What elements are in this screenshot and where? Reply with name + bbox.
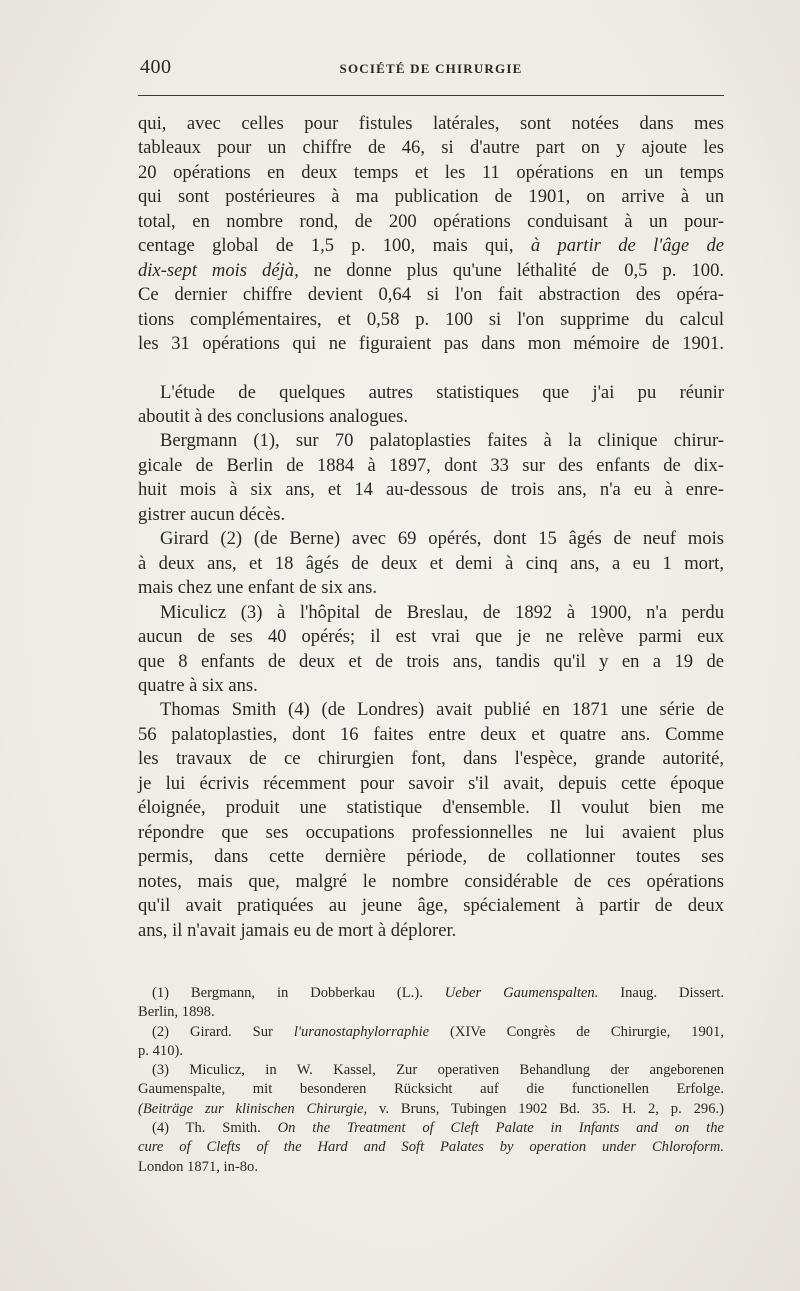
footnote-line <box>138 1119 724 1138</box>
text-line: que 8 enfants de deux et de trois ans, tandis qu'il y en a 19 de <box>138 650 724 672</box>
paragraph <box>138 429 724 527</box>
italic-run: l'uranostaphylorraphie <box>293 1023 430 1040</box>
text-run: (1) Bergmann, in Dobberkau (L.). <box>152 985 423 1001</box>
text-line: huit mois à six ans, et 14 au-dessous de trois ans, n'a eu à enre- <box>138 479 724 501</box>
text-run: (4) Th. Smith. <box>152 1120 261 1137</box>
running-title: SOCIÉTÉ DE CHIRURGIE <box>339 61 523 76</box>
text-line: gicale de Berlin de 1884 à 1897, dont 33 sur des enfants de dix- <box>138 454 724 476</box>
footnote-4 <box>138 1119 724 1177</box>
text-line: je lui écrivis récemment pour savoir s'il avait, depuis cette époque <box>138 772 724 794</box>
text-line: aucun de ses 40 opérés; il est vrai que je ne relève parmi eux <box>138 626 724 648</box>
text-line: qu'il avait pratiquées au jeune âge, spécialement à partir de deux <box>138 895 724 917</box>
footnote-line <box>138 984 724 1003</box>
text-line: à deux ans, et 18 âgés de deux et demi à cinq ans, a eu 1 mort, <box>138 552 724 574</box>
text-line: total, en nombre rond, de 200 opérations conduisant à un pour- <box>138 210 724 232</box>
text-line: éloignée, produit une statistique d'ensemble. Il voulut bien me <box>138 797 724 819</box>
text-run: (2) Girard. Sur <box>152 1023 273 1040</box>
footnote-3 <box>138 1061 724 1119</box>
footnote-1 <box>138 984 724 1023</box>
footnote-line <box>138 1100 724 1119</box>
text-line: notes, mais que, malgré le nombre considérable de ces opérations <box>138 870 724 892</box>
footnote-line <box>138 1138 724 1157</box>
text-line: quatre à six ans. <box>138 674 258 696</box>
text-line: tableaux pour un chiffre de 46, si d'autre part on y ajoute les <box>138 137 724 159</box>
paragraph <box>138 601 724 699</box>
text-line <box>138 234 724 258</box>
text-line: ans, il n'avait jamais eu de mort à déplorer. <box>138 919 457 941</box>
italic-run: à partir de l'âge de <box>530 235 724 257</box>
page-header <box>138 56 724 80</box>
footnote-2 <box>138 1023 724 1062</box>
text-line: qui, avec celles pour fistules latérales, sont notées dans mes <box>138 113 724 134</box>
text-line: Miculicz (3) à l'hôpital de Breslau, de 1892 à 1900, n'a perdu <box>160 601 724 623</box>
text-line: mais chez une enfant de six ans. <box>138 577 378 599</box>
paragraph-gap <box>138 357 724 381</box>
text-line: Ce dernier chiffre devient 0,64 si l'on fait abstraction des opéra- <box>138 284 724 306</box>
text-run: Inaug. Dissert. <box>620 985 724 1001</box>
footnote-line: Berlin, 1898. <box>138 1004 215 1021</box>
paragraph <box>138 112 724 357</box>
footnote-line: (3) Miculicz, in W. Kassel, Zur operativen Behandlung der angeborenen <box>152 1062 724 1079</box>
text-run: v. Bruns, Tubingen 1902 Bd. 35. H. 2, p. 296.) <box>379 1100 724 1117</box>
text-line: gistrer aucun décès. <box>138 503 286 525</box>
italic-run: Ueber Gaumenspalten. <box>444 985 599 1001</box>
header-rule <box>138 95 724 96</box>
italic-run: dix-sept mois déjà, <box>138 259 299 281</box>
text-line: qui sont postérieures à ma publication de 1901, on arrive à un <box>138 186 724 208</box>
text-line: tions complémentaires, et 0,58 p. 100 si l'on supprime du calcul <box>138 308 724 330</box>
text-line: les travaux de ce chirurgien font, dans l'espèce, grande autorité, <box>138 748 724 770</box>
paragraph <box>138 527 724 600</box>
text-line: Thomas Smith (4) (de Londres) avait publié en 1871 une série de <box>160 699 724 721</box>
text-line: 20 opérations en deux temps et les 11 opérations en un temps <box>138 161 724 183</box>
main-text <box>138 112 724 943</box>
text-run: ne donne plus qu'une léthalité de 0,5 p. 100. <box>313 259 725 281</box>
text-line: permis, dans cette dernière période, de collationner toutes ses <box>138 846 724 868</box>
text-run: centage global de 1,5 p. 100, mais qui, <box>138 235 514 257</box>
text-line: les 31 opérations qui ne figuraient pas dans mon mémoire de 1901. <box>138 333 724 355</box>
text-line: aboutit à des conclusions analogues. <box>138 405 409 427</box>
text-line: L'étude de quelques autres statistiques que j'ai pu réunir <box>160 381 724 403</box>
footnote-line <box>138 1023 724 1042</box>
text-line: Girard (2) (de Berne) avec 69 opérés, dont 15 âgés de neuf mois <box>160 528 724 550</box>
footnote-line: London 1871, in-8o. <box>138 1158 258 1175</box>
footnote-line: p. 410). <box>138 1042 183 1059</box>
text-line <box>138 259 724 283</box>
text-line: 56 palatoplasties, dont 16 faites entre deux et quatre ans. Comme <box>138 723 724 745</box>
text-line: Bergmann (1), sur 70 palatoplasties faites à la clinique chirur- <box>160 430 724 452</box>
text-line: répondre que ses occupations professionnelles ne lui avaient plus <box>138 821 724 843</box>
footnotes <box>138 984 724 1177</box>
page-number: 400 <box>140 56 172 78</box>
italic-run: cure of Clefts of the Hard and Soft Palates by operation under Chloroform. <box>138 1139 724 1156</box>
footnote-line: Gaumenspalte, mit besonderen Rücksicht auf die functionellen Erfolge. <box>138 1081 724 1098</box>
italic-run: On the Treatment of Cleft Palate in Infants and on the <box>277 1120 724 1137</box>
paragraph <box>138 381 724 430</box>
paragraph <box>138 698 724 943</box>
italic-run: (Beiträge zur klinischen Chirurgie, <box>138 1100 368 1117</box>
text-run: (XIVe Congrès de Chirurgie, 1901, <box>450 1023 724 1040</box>
